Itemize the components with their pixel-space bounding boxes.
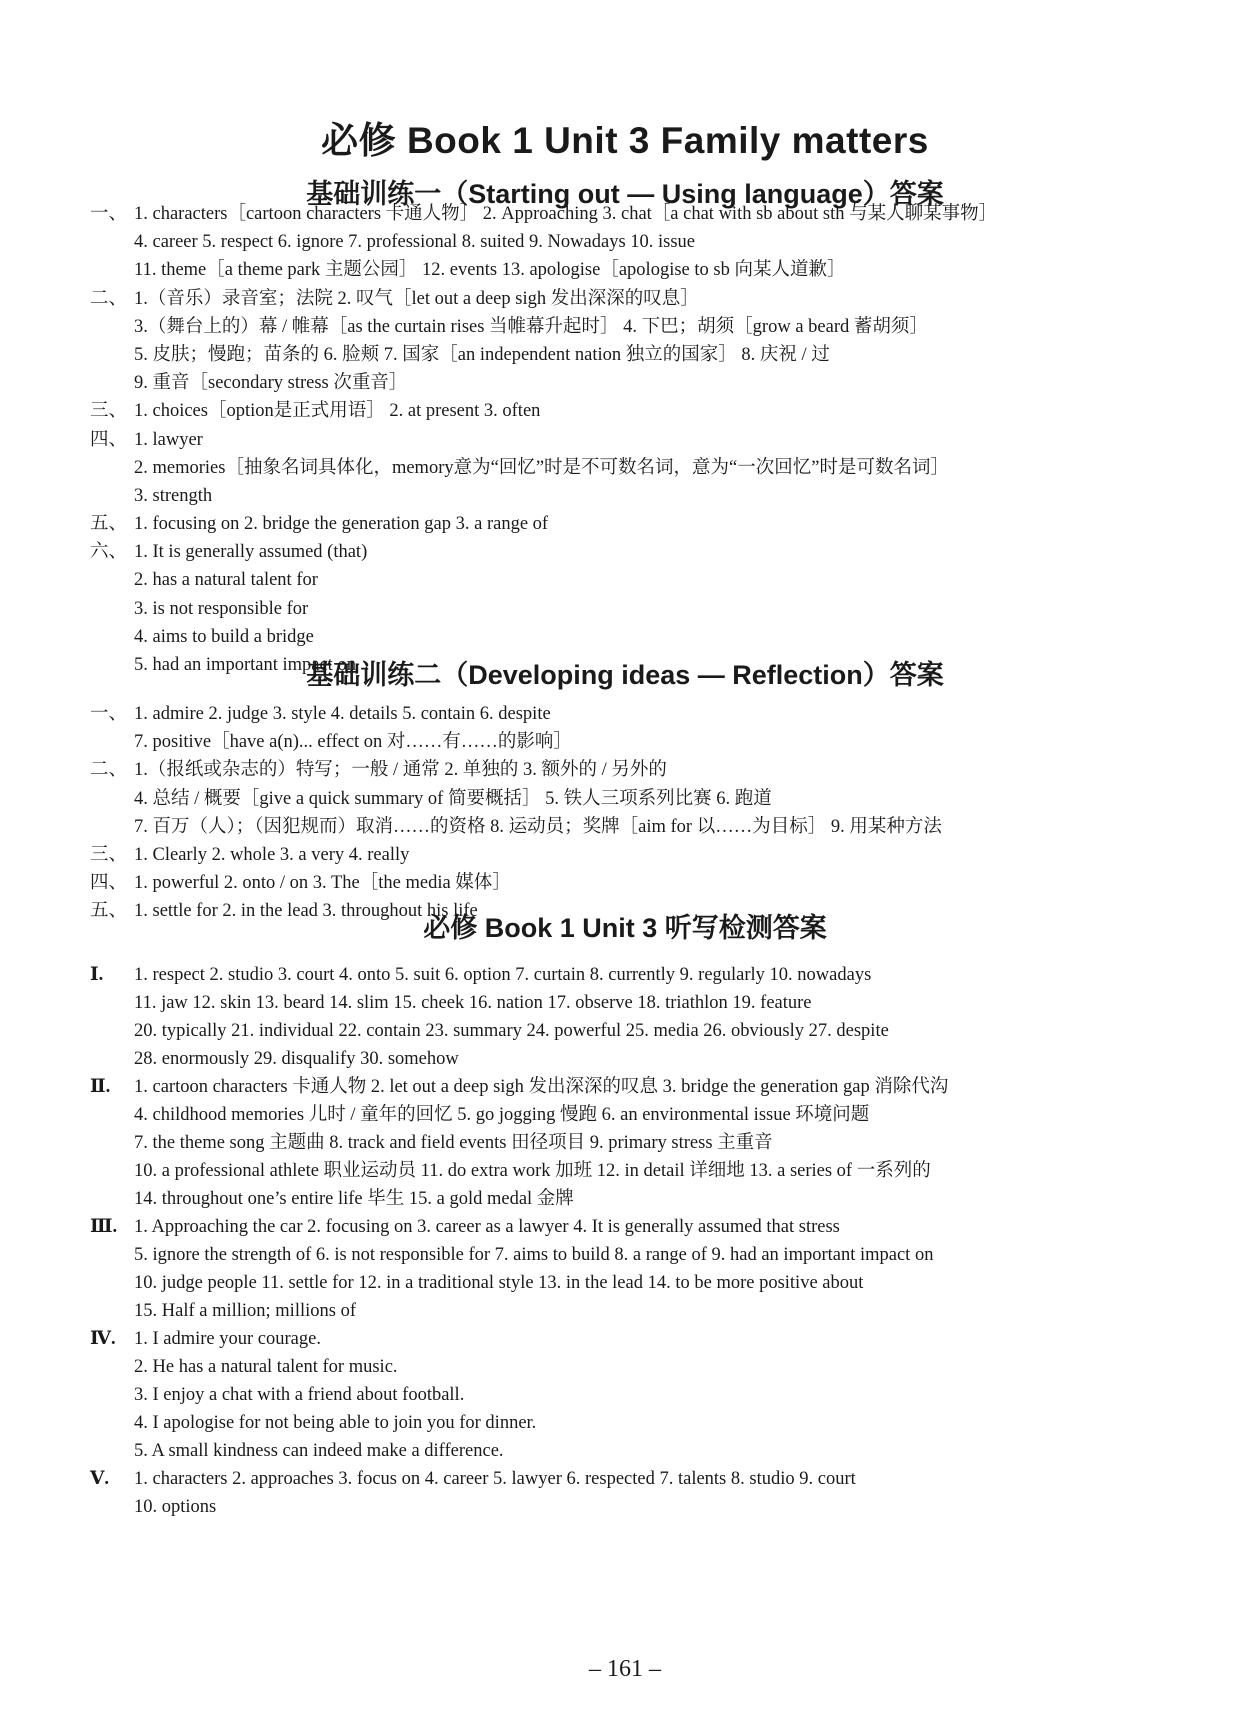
answer-text: 3. I enjoy a chat with a friend about football. bbox=[134, 1385, 465, 1405]
answer-row bbox=[90, 1213, 1170, 1241]
answer-text: 10. a professional athlete 职业运动员 11. do extra work 加班 12. in detail 详细地 13. a series of 一系列的 bbox=[134, 1161, 931, 1181]
section2-heading: 基础训练二（Developing ideas — Reflection）答案 bbox=[306, 660, 944, 690]
answer-row bbox=[90, 869, 1170, 897]
answer-row bbox=[90, 785, 1170, 813]
question-label: Ⅳ. bbox=[90, 1329, 116, 1349]
answer-row bbox=[90, 961, 1170, 989]
answer-text: 14. throughout one’s entire life 毕生 15. a gold medal 金牌 bbox=[134, 1189, 574, 1209]
question-label: 二、 bbox=[90, 288, 128, 309]
answer-text: 1. choices［option是正式用语］ 2. at present 3. often bbox=[134, 401, 541, 422]
answer-text: 1.（报纸或杂志的）特写；一般 / 通常 2. 单独的 3. 额外的 / 另外的 bbox=[134, 760, 667, 781]
answer-row bbox=[90, 538, 1170, 566]
answer-text: 15. Half a million; millions of bbox=[134, 1301, 356, 1321]
section3-answers bbox=[90, 961, 1170, 1521]
question-label: 一、 bbox=[90, 704, 128, 724]
answer-row bbox=[90, 1045, 1170, 1073]
answer-row bbox=[90, 1381, 1170, 1409]
answer-text: 1. Clearly 2. whole 3. a very 4. really bbox=[134, 844, 410, 865]
answer-text: 1.（音乐）录音室；法院 2. 叹气［let out a deep sigh 发出深深的叹息］ bbox=[134, 288, 699, 309]
answer-row bbox=[90, 595, 1170, 623]
answer-row bbox=[90, 510, 1170, 538]
answer-row bbox=[90, 841, 1170, 869]
answer-text: 3.（舞台上的）幕 / 帷幕［as the curtain rises 当帷幕升起时］ 4. 下巴；胡须［grow a beard 蓄胡须］ bbox=[134, 316, 928, 337]
question-label: Ⅱ. bbox=[90, 1077, 111, 1097]
question-label: 四、 bbox=[90, 429, 128, 450]
answer-row bbox=[90, 1241, 1170, 1269]
answer-row bbox=[90, 1465, 1170, 1493]
answer-row bbox=[90, 1269, 1170, 1297]
answer-row bbox=[90, 426, 1170, 454]
question-label: 二、 bbox=[90, 760, 128, 781]
answer-text: 2. has a natural talent for bbox=[134, 570, 318, 591]
answer-text: 4. childhood memories 儿时 / 童年的回忆 5. go jogging 慢跑 6. an environmental issue 环境问题 bbox=[134, 1105, 870, 1125]
answer-row bbox=[90, 1297, 1170, 1325]
answer-row bbox=[90, 1129, 1170, 1157]
answer-row bbox=[90, 989, 1170, 1017]
question-label: Ⅰ. bbox=[90, 965, 104, 985]
answer-text: 1. It is generally assumed (that) bbox=[134, 542, 368, 563]
answer-row bbox=[90, 228, 1170, 256]
answer-row bbox=[90, 1073, 1170, 1101]
answer-row bbox=[90, 700, 1170, 728]
answer-row bbox=[90, 813, 1170, 841]
answer-row bbox=[90, 285, 1170, 313]
answer-text: 4. I apologise for not being able to join you for dinner. bbox=[134, 1413, 537, 1433]
question-label: Ⅲ. bbox=[90, 1217, 118, 1237]
answer-row bbox=[90, 397, 1170, 425]
answer-row bbox=[90, 1409, 1170, 1437]
answer-text: 1. settle for 2. in the lead 3. throughout his life bbox=[134, 901, 478, 922]
answer-text: 7. 百万（人）；（因犯规而）取消……的资格 8. 运动员；奖牌［aim for 以……为目标］ 9. 用某种方法 bbox=[134, 816, 942, 837]
answer-text: 1. respect 2. studio 3. court 4. onto 5. suit 6. option 7. curtain 8. currently 9. regularly 10. nowadays bbox=[134, 965, 872, 985]
answer-text: 10. options bbox=[134, 1497, 217, 1517]
answer-text: 7. positive［have a(n)... effect on 对……有……的影响］ bbox=[134, 732, 572, 753]
answer-text: 28. enormously 29. disqualify 30. somehow bbox=[134, 1049, 459, 1069]
answer-text: 1. characters 2. approaches 3. focus on 4. career 5. lawyer 6. respected 7. talents 8. studio 9. court bbox=[134, 1469, 856, 1489]
answer-row bbox=[90, 454, 1170, 482]
question-label: 六、 bbox=[90, 542, 128, 563]
answer-text: 5. had an important impact on bbox=[134, 655, 356, 675]
question-label: Ⅴ. bbox=[90, 1469, 109, 1489]
answer-text: 1. powerful 2. onto / on 3. The［the media 媒体］ bbox=[134, 873, 511, 894]
answer-row bbox=[90, 256, 1170, 284]
answer-row bbox=[90, 1017, 1170, 1045]
section1-heading: 基础训练一（Starting out — Using language）答案 bbox=[306, 179, 944, 209]
answer-text: 20. typically 21. individual 22. contain 23. summary 24. powerful 25. media 26. obviously 27. despite bbox=[134, 1021, 889, 1041]
answer-row bbox=[90, 1101, 1170, 1129]
answer-text: 7. the theme song 主题曲 8. track and field events 田径项目 9. primary stress 主重音 bbox=[134, 1133, 773, 1153]
question-label: 五、 bbox=[90, 514, 128, 535]
answer-row bbox=[90, 623, 1170, 651]
page-number: – 161 – bbox=[589, 1656, 661, 1682]
answer-row bbox=[90, 1157, 1170, 1185]
answer-row bbox=[90, 1353, 1170, 1381]
question-label: 五、 bbox=[90, 901, 128, 922]
answer-text: 1. Approaching the car 2. focusing on 3. career as a lawyer 4. It is generally assumed that stress bbox=[134, 1217, 840, 1237]
question-label: 四、 bbox=[90, 873, 128, 894]
answer-text: 5. 皮肤；慢跑；苗条的 6. 脸颊 7. 国家［an independent nation 独立的国家］ 8. 庆祝 / 过 bbox=[134, 344, 830, 365]
section2-answers bbox=[90, 700, 1170, 926]
question-label: 三、 bbox=[90, 844, 128, 865]
answer-text: 4. career 5. respect 6. ignore 7. professional 8. suited 9. Nowadays 10. issue bbox=[134, 232, 696, 253]
answer-text: 2. memories［抽象名词具体化，memory意为“回忆”时是不可数名词，意为“一次回忆”时是可数名词］ bbox=[134, 457, 949, 478]
answer-row bbox=[90, 482, 1170, 510]
question-label: 一、 bbox=[90, 204, 128, 224]
answer-text: 3. strength bbox=[134, 485, 213, 506]
answer-row bbox=[90, 200, 1170, 228]
section1-answers bbox=[90, 200, 1170, 679]
answer-text: 11. theme［a theme park 主题公园］ 12. events 13. apologise［apologise to sb 向某人道歉］ bbox=[134, 260, 846, 281]
answer-row bbox=[90, 728, 1170, 756]
answer-text: 5. ignore the strength of 6. is not responsible for 7. aims to build 8. a range of 9. had an important impact on bbox=[134, 1245, 934, 1265]
answer-row bbox=[90, 1493, 1170, 1521]
answer-text: 11. jaw 12. skin 13. beard 14. slim 15. cheek 16. nation 17. observe 18. triathlon 19. feature bbox=[134, 993, 812, 1013]
answer-row bbox=[90, 341, 1170, 369]
answer-text: 1. admire 2. judge 3. style 4. details 5. contain 6. despite bbox=[134, 704, 551, 724]
section3-heading: 必修 Book 1 Unit 3 听写检测答案 bbox=[423, 913, 827, 943]
answer-text: 5. A small kindness can indeed make a difference. bbox=[134, 1441, 504, 1461]
answer-text: 1. cartoon characters 卡通人物 2. let out a deep sigh 发出深深的叹息 3. bridge the generation gap 消除代沟 bbox=[134, 1077, 949, 1097]
answer-text: 2. He has a natural talent for music. bbox=[134, 1357, 398, 1377]
answer-row bbox=[90, 313, 1170, 341]
answer-row bbox=[90, 1437, 1170, 1465]
answer-text: 1. I admire your courage. bbox=[134, 1329, 321, 1349]
answer-text: 10. judge people 11. settle for 12. in a traditional style 13. in the lead 14. to be more positive about bbox=[134, 1273, 864, 1293]
answer-text: 3. is not responsible for bbox=[134, 598, 309, 619]
answer-text: 4. 总结 / 概要［give a quick summary of 简要概括］ 5. 铁人三项系列比赛 6. 跑道 bbox=[134, 788, 772, 809]
answer-row bbox=[90, 756, 1170, 784]
answer-text: 1. lawyer bbox=[134, 429, 203, 450]
answer-row bbox=[90, 1325, 1170, 1353]
answer-text: 1. focusing on 2. bridge the generation gap 3. a range of bbox=[134, 514, 549, 535]
answer-text: 9. 重音［secondary stress 次重音］ bbox=[134, 373, 408, 394]
answer-row bbox=[90, 566, 1170, 594]
answer-row bbox=[90, 1185, 1170, 1213]
answer-text: 4. aims to build a bridge bbox=[134, 626, 314, 647]
question-label: 三、 bbox=[90, 401, 128, 422]
answer-row bbox=[90, 369, 1170, 397]
answer-text: 1. characters［cartoon characters 卡通人物］ 2. Approaching 3. chat［a chat with sb about sth 与某人聊某事物］ bbox=[134, 204, 998, 224]
page-title: 必修 Book 1 Unit 3 Family matters bbox=[321, 120, 929, 161]
